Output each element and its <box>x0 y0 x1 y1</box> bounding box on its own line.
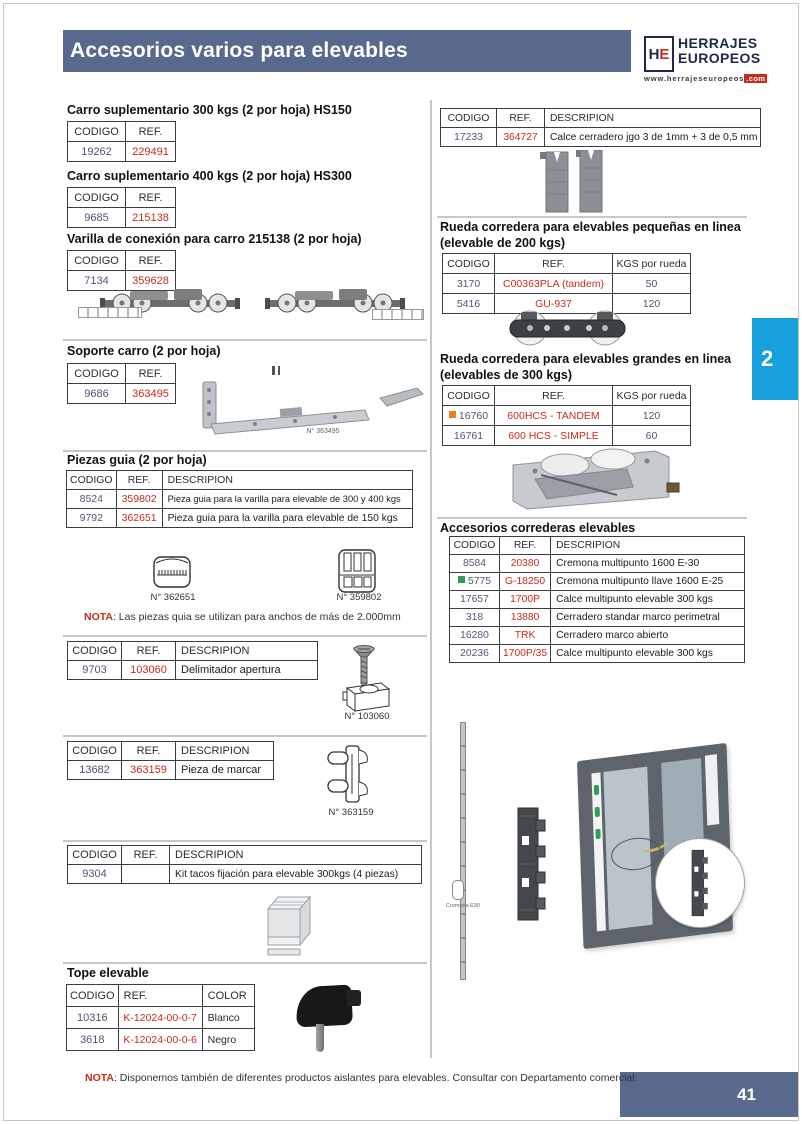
codigo-cell: 9304 <box>68 865 122 884</box>
soporte-table <box>67 363 176 404</box>
marcar-table <box>67 741 274 780</box>
col-codigo: CODIGO <box>68 742 122 761</box>
col-ref: REF. <box>500 537 551 555</box>
cremona-bar-illustration <box>460 722 466 980</box>
ref-cell: 364727 <box>497 128 545 147</box>
desc-cell: Cremona multipunto llave 1600 E-25 <box>551 573 745 591</box>
brand-line2: EUROPEOS <box>678 50 761 66</box>
kgs-cell: 120 <box>613 294 691 314</box>
desc-cell: Pieza guia para la varilla para elevable de 300 y 400 kgs <box>162 490 412 509</box>
website-text: www.herrajeseuropeos <box>644 74 745 83</box>
ref-cell: 600HCS - TANDEM <box>495 406 613 426</box>
col-descripcion: DESCRIPION <box>551 537 745 555</box>
col-codigo: CODIGO <box>67 985 119 1007</box>
section-title-piezas-guia: Piezas guia (2 por hoja) <box>67 453 207 467</box>
codigo-cell: 19262 <box>68 142 126 162</box>
col-codigo: CODIGO <box>68 122 126 142</box>
col-ref: REF. <box>122 742 176 761</box>
codigo-cell: 5416 <box>443 294 495 314</box>
section-title-carro400: Carro suplementario 400 kgs (2 por hoja) HS300 <box>67 169 352 183</box>
note-text: : Disponemos también de diferentes productos aislantes para elevables. Consultar con Departamento comercial. <box>113 1072 638 1084</box>
calce-cerradero-table <box>440 108 761 147</box>
col-descripcion: DESCRIPION <box>170 846 422 865</box>
codigo-text: 16760 <box>458 409 489 422</box>
desc-cell: Cremona multipunto 1600 E-30 <box>551 555 745 573</box>
col-kgs: KGS por rueda <box>613 254 691 274</box>
col-codigo: CODIGO <box>443 386 495 406</box>
note-label: NOTA <box>84 611 113 623</box>
pieza-marcar-illustration <box>326 744 374 811</box>
section-title-rueda-pequena-2: (elevable de 200 kgs) <box>440 236 566 250</box>
caption-103060: N° 103060 <box>344 711 390 722</box>
color-cell: Negro <box>202 1029 254 1051</box>
desc-cell: Calce multipunto elevable 300 kgs <box>551 591 745 609</box>
desc-cell: Calce cerradero jgo 3 de 1mm + 3 de 0,5 mm <box>545 128 761 147</box>
orange-square-marker <box>449 411 456 418</box>
codigo-cell: 8524 <box>67 490 117 509</box>
desc-cell: Delimitador apertura <box>176 661 318 680</box>
ref-cell: 1700P/35 <box>500 645 551 663</box>
separator <box>63 962 427 964</box>
col-descripcion: DESCRIPION <box>176 742 274 761</box>
ref-cell: 600 HCS - SIMPLE <box>495 426 613 446</box>
logo-letter-h: H <box>648 45 660 63</box>
codigo-cell: 7134 <box>68 271 126 291</box>
codigo-cell <box>450 573 500 591</box>
piezas-guia-table <box>66 470 413 528</box>
separator <box>63 735 427 737</box>
kgs-cell: 120 <box>613 406 691 426</box>
rod-illustration <box>372 309 424 320</box>
ref-cell: 359802 <box>116 490 162 509</box>
col-ref: REF. <box>126 251 176 271</box>
col-codigo: CODIGO <box>67 471 117 490</box>
ref-cell: 20380 <box>500 555 551 573</box>
col-ref: REF. <box>118 985 202 1007</box>
codigo-cell: 17233 <box>441 128 497 147</box>
page-number: 41 <box>737 1084 756 1104</box>
desc-cell: Cerradero marco abierto <box>551 627 745 645</box>
kgs-cell: 60 <box>613 426 691 446</box>
col-ref: REF. <box>122 642 176 661</box>
separator <box>63 450 427 452</box>
ref-cell: 103060 <box>122 661 176 680</box>
ref-cell: GU-937 <box>495 294 613 314</box>
col-codigo: CODIGO <box>68 846 122 865</box>
codigo-cell: 16761 <box>443 426 495 446</box>
pin-marks-illustration <box>272 366 282 375</box>
kgs-cell: 50 <box>613 274 691 294</box>
codigo-cell: 8584 <box>450 555 500 573</box>
codigo-cell: 10316 <box>67 1007 119 1029</box>
col-ref: REF. <box>122 846 170 865</box>
pieza-guia-150-illustration <box>152 553 192 596</box>
codigo-cell: 9685 <box>68 208 126 228</box>
ref-cell: 363495 <box>126 384 176 404</box>
codigo-cell: 9792 <box>67 509 117 528</box>
codigo-cell: 9703 <box>68 661 122 680</box>
ref-cell: K-12024-00-0-6 <box>118 1029 202 1051</box>
col-kgs: KGS por rueda <box>613 386 691 406</box>
section-title-tope: Tope elevable <box>67 966 149 980</box>
carro400-table <box>67 187 176 228</box>
ref-cell: G-18250 <box>500 573 551 591</box>
chapter-tab: 2 <box>752 318 798 400</box>
desc-cell: Calce multipunto elevable 300 kgs <box>551 645 745 663</box>
section-title-rueda-grande-1: Rueda corredera para elevables grandes en linea <box>440 352 732 366</box>
piezas-guia-note <box>84 611 401 623</box>
codigo-cell: 17657 <box>450 591 500 609</box>
col-descripcion: DESCRIPION <box>162 471 412 490</box>
ref-cell: K-12024-00-0-7 <box>118 1007 202 1029</box>
accesorios-table <box>449 536 745 663</box>
page-title: Accesorios varios para elevables <box>70 39 408 62</box>
calce-detail-illustration <box>682 849 716 917</box>
tope-illustration <box>290 984 370 1056</box>
caption-363159: N° 363159 <box>328 807 374 818</box>
delimitador-table <box>67 641 318 680</box>
desc-cell: Kit tacos fijación para elevable 300kgs (4 piezas) <box>170 865 422 884</box>
col-ref: REF. <box>126 188 176 208</box>
desc-cell: Cerradero standar marco perimetral <box>551 609 745 627</box>
rueda-pequena-illustration <box>505 305 630 356</box>
codigo-cell: 13682 <box>68 761 122 780</box>
codigo-cell: 3170 <box>443 274 495 294</box>
col-color: COLOR <box>202 985 254 1007</box>
codigo-cell: 318 <box>450 609 500 627</box>
header-bar <box>63 30 631 72</box>
brand-name <box>678 36 761 66</box>
brand-logo-icon <box>644 36 674 72</box>
ref-cell: 363159 <box>122 761 176 780</box>
rueda-grande-table <box>442 385 691 446</box>
separator <box>63 339 427 341</box>
codigo-text: 5775 <box>468 576 491 587</box>
section-title-rueda-grande-2: (elevables de 300 kgs) <box>440 368 573 382</box>
ref-cell: 215138 <box>126 208 176 228</box>
ref-cell: C00363PLA (tandem) <box>495 274 613 294</box>
footer-note <box>85 1072 638 1084</box>
col-codigo: CODIGO <box>68 364 126 384</box>
carro300-table <box>67 121 176 162</box>
rueda-grande-illustration <box>505 445 680 518</box>
brand-line1: HERRAJES <box>678 35 758 51</box>
col-descripcion: DESCRIPION <box>545 109 761 128</box>
col-ref: REF. <box>495 254 613 274</box>
col-codigo: CODIGO <box>68 642 122 661</box>
ref-cell: 13880 <box>500 609 551 627</box>
col-ref: REF. <box>126 122 176 142</box>
separator <box>63 840 427 842</box>
codigo-cell: 20236 <box>450 645 500 663</box>
section-title-soporte: Soporte carro (2 por hoja) <box>67 344 221 358</box>
green-square-marker <box>458 576 465 583</box>
ref-cell: TRK <box>500 627 551 645</box>
col-codigo: CODIGO <box>450 537 500 555</box>
col-codigo: CODIGO <box>441 109 497 128</box>
section-title-rueda-pequena-1: Rueda corredera para elevables pequeñas en linea <box>440 220 741 234</box>
tope-table <box>66 984 255 1051</box>
door-band <box>705 754 719 825</box>
ref-cell <box>122 865 170 884</box>
ref-cell: 229491 <box>126 142 176 162</box>
desc-cell: Pieza de marcar <box>176 761 274 780</box>
caption-359802: N° 359802 <box>336 592 382 603</box>
cremona-lock-point-illustration <box>452 880 464 900</box>
col-codigo: CODIGO <box>68 251 126 271</box>
column-divider <box>430 100 432 1058</box>
col-codigo: CODIGO <box>443 254 495 274</box>
col-ref: REF. <box>116 471 162 490</box>
cremona-caption: Cremona E30 <box>446 903 480 909</box>
col-codigo: CODIGO <box>68 188 126 208</box>
kit-tacos-table <box>67 845 422 884</box>
ref-cell: 1700P <box>500 591 551 609</box>
ref-cell: 362651 <box>116 509 162 528</box>
rod-illustration <box>78 307 142 318</box>
taco-illustration <box>262 893 312 962</box>
codigo-cell: 9686 <box>68 384 126 404</box>
codigo-cell <box>443 406 495 426</box>
note-label: NOTA <box>85 1072 114 1084</box>
desc-cell: Pieza guia para la varilla para elevable de 150 kgs <box>162 509 412 528</box>
brand-logo <box>642 34 767 82</box>
color-cell: Blanco <box>202 1007 254 1029</box>
website-tld: .com <box>746 74 766 83</box>
section-title-carro300: Carro suplementario 300 kgs (2 por hoja) HS150 <box>67 103 352 117</box>
col-ref: REF. <box>497 109 545 128</box>
note-text: : Las piezas quia se utilizan para anchos de más de 2.000mm <box>112 611 401 623</box>
soporte-caption: N° 363495 <box>306 428 340 435</box>
ref-cell: 359628 <box>126 271 176 291</box>
footer-bar <box>620 1072 798 1117</box>
detail-inset-circle <box>655 838 745 928</box>
calce-multipunto-illustration <box>512 806 548 927</box>
brand-website <box>644 74 767 83</box>
separator <box>63 635 427 637</box>
col-descripcion: DESCRIPION <box>176 642 318 661</box>
codigo-cell: 16280 <box>450 627 500 645</box>
logo-letter-e: E <box>659 45 670 63</box>
section-title-varilla: Varilla de conexión para carro 215138 (2 por hoja) <box>67 232 362 246</box>
section-title-accesorios: Accesorios correderas elevables <box>440 521 636 535</box>
col-ref: REF. <box>495 386 613 406</box>
col-ref: REF. <box>126 364 176 384</box>
codigo-cell: 3618 <box>67 1029 119 1051</box>
shims-illustration <box>540 150 606 219</box>
caption-362651: N° 362651 <box>150 592 196 603</box>
